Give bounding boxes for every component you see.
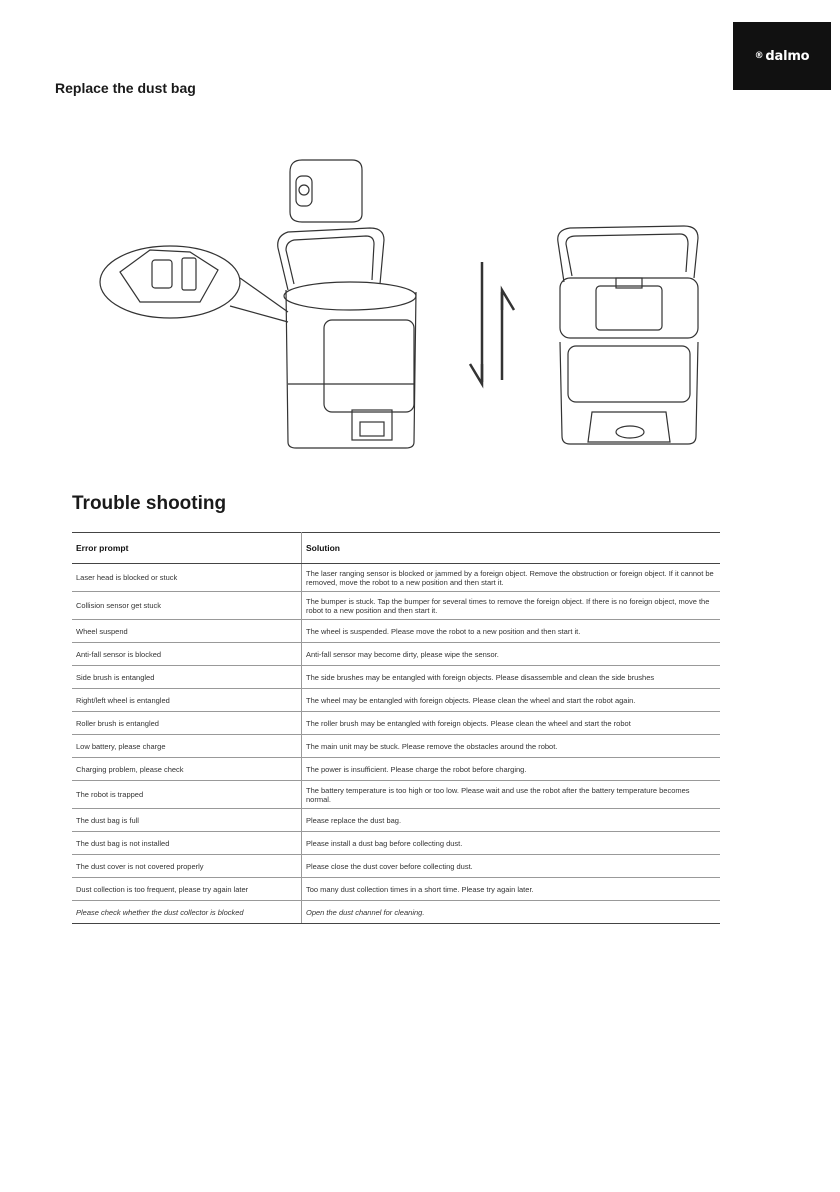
solution-cell: Please install a dust bag before collecting dust. [302,832,721,855]
left-lid-drawing [278,228,384,290]
solution-cell: Please replace the dust bag. [302,809,721,832]
table-row [72,832,720,855]
error-cell: Low battery, please charge [72,735,302,758]
table-row [72,592,720,620]
error-cell: The dust bag is full [72,809,302,832]
table-row [72,712,720,735]
solution-cell: The main unit may be stuck. Please remove the obstacles around the robot. [302,735,721,758]
header-solution: Solution [302,533,721,564]
error-cell: Side brush is entangled [72,666,302,689]
troubleshooting-title: Trouble shooting [72,493,227,514]
table-row [72,901,720,924]
error-cell: Collision sensor get stuck [72,592,302,620]
table-row [72,643,720,666]
table-row [72,689,720,712]
registered-mark: ® [754,51,764,61]
table-header-row [72,533,720,564]
error-cell: Right/left wheel is entangled [72,689,302,712]
left-station-drawing [284,282,416,448]
solution-cell: The power is insufficient. Please charge the robot before charging. [302,758,721,781]
table-row [72,564,720,592]
magnified-detail-drawing [100,246,288,322]
error-cell: Charging problem, please check [72,758,302,781]
troubleshooting-table [72,532,720,924]
error-cell: The dust bag is not installed [72,832,302,855]
brand-logo [733,22,831,90]
error-cell: The robot is trapped [72,781,302,809]
table-row [72,855,720,878]
table-row [72,758,720,781]
solution-cell: Please close the dust cover before collecting dust. [302,855,721,878]
solution-cell: The laser ranging sensor is blocked or jammed by a foreign object. Remove the obstruction or foreign object. If it cannot be removed, move the robot to a new position and then start it. [302,564,721,592]
error-cell: Please check whether the dust collector is blocked [72,901,302,924]
solution-cell: Anti-fall sensor may become dirty, please wipe the sensor. [302,643,721,666]
table-row [72,809,720,832]
solution-cell: The wheel is suspended. Please move the robot to a new position and then start it. [302,620,721,643]
solution-cell: Too many dust collection times in a short time. Please try again later. [302,878,721,901]
table-row [72,620,720,643]
solution-cell: The bumper is stuck. Tap the bumper for several times to remove the foreign object. If there is no foreign object, move the robot to a new position and then start it. [302,592,721,620]
header-error-prompt: Error prompt [72,533,302,564]
error-cell: Dust collection is too frequent, please try again later [72,878,302,901]
swap-arrows-drawing [470,262,514,384]
error-cell: Roller brush is entangled [72,712,302,735]
solution-cell: The wheel may be entangled with foreign objects. Please clean the wheel and start the robot again. [302,689,721,712]
solution-cell: The side brushes may be entangled with foreign objects. Please disassemble and clean the side brushes [302,666,721,689]
table-row [72,735,720,758]
right-station-drawing [558,226,698,444]
dust-bag-illustration [90,152,730,462]
solution-cell: The battery temperature is too high or too low. Please wait and use the robot after the battery temperature becomes normal. [302,781,721,809]
solution-cell: Open the dust channel for cleaning. [302,901,721,924]
error-cell: Laser head is blocked or stuck [72,564,302,592]
table-row [72,781,720,809]
dust-bag-drawing [290,160,362,222]
error-cell: Wheel suspend [72,620,302,643]
table-row [72,878,720,901]
brand-logo-text: dalmo [765,48,810,64]
section-title: Replace the dust bag [55,80,196,96]
error-cell: The dust cover is not covered properly [72,855,302,878]
solution-cell: The roller brush may be entangled with foreign objects. Please clean the wheel and start the robot [302,712,721,735]
error-cell: Anti-fall sensor is blocked [72,643,302,666]
table-row [72,666,720,689]
